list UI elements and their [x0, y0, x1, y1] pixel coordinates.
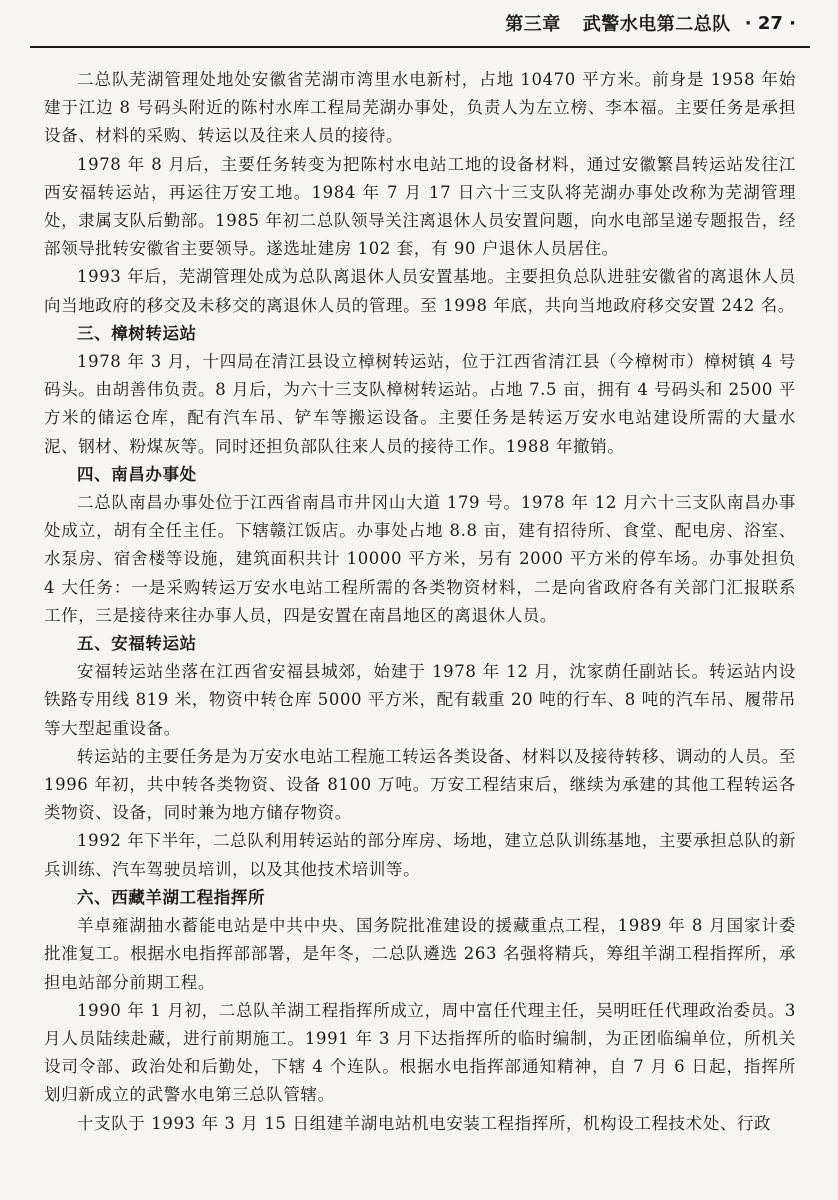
paragraph: 二总队芜湖管理处地处安徽省芜湖市湾里水电新村，占地 10470 平方米。前身是 1958 年始建于江边 8 号码头附近的陈村水库工程局芜湖办事处，负责人为左立榜、李本福。主要任务是承担设备、材料的采购、转运以及往来人员的接待。: [44, 70, 796, 146]
paragraph: 1993 年后，芜湖管理处成为总队离退休人员安置基地。主要担负总队进驻安徽省的离退休人员向当地政府的移交及未移交的离退休人员的管理。至 1998 年底，共向当地政府移交安置 242 名。: [44, 267, 796, 315]
paragraph: 安福转运站坐落在江西省安福县城郊，始建于 1978 年 12 月，沈家荫任副站长。转运站内设铁路专用线 819 米，物资中转仓库 5000 平方米，配有载重 20 吨的行车、8 吨的汽车吊、履带吊等大型起重设备。: [44, 662, 796, 738]
paragraph: 二总队南昌办事处位于江西省南昌市井冈山大道 179 号。1978 年 12 月六十三支队南昌办事处成立，胡有全任主任。下辖赣江饭店。办事处占地 8.8 亩，建有招待所、食堂、配电房、浴室、水泵房、宿舍楼等设施，建筑面积共计 10000 平方米，另有 2000 平方米的停车场。办事处担负 4 大任务：一是采购转运万安水电站工程所需的各类物资材料，二是向省政府各有关部门汇报联系工作，三是接待来往办事人员，四是安置在南昌地区的离退休人员。: [44, 493, 796, 625]
section-heading: 三、樟树转运站: [77, 323, 197, 343]
paragraph: 羊卓雍湖抽水蓄能电站是中共中央、国务院批准建设的援藏重点工程，1989 年 8 月国家计委批准复工。根据水电指挥部部署，是年冬，二总队遴选 263 名强将精兵，筹组羊湖工程指挥所，承担电站部分前期工程。: [44, 916, 796, 992]
section-heading: 六、西藏羊湖工程指挥所: [77, 887, 266, 907]
header-rule: [30, 46, 810, 48]
paragraph: 十支队于 1993 年 3 月 15 日组建羊湖电站机电安装工程指挥所，机构设工程技术处、行政: [77, 1113, 772, 1133]
page-body: [44, 66, 796, 1138]
page-number: · 27 ·: [744, 12, 796, 34]
section-heading: 四、南昌办事处: [77, 464, 197, 484]
section-heading: 五、安福转运站: [77, 634, 197, 654]
header-chapter: 第三章: [505, 14, 561, 35]
running-header: [0, 0, 838, 46]
paragraph: 1990 年 1 月初，二总队羊湖工程指挥所成立，周中富任代理主任，吴明旺任代理政治委员。3 月人员陆续赴藏，进行前期施工。1991 年 3 月下达指挥所的临时编制，为正团临编单位，所机关设司令部、政治处和后勤处，下辖 4 个连队。根据水电指挥部通知精神，自 7 月 6 日起，指挥所划归新成立的武警水电第三总队管辖。: [44, 1000, 796, 1105]
paragraph: 1978 年 8 月后，主要任务转变为把陈村水电站工地的设备材料，通过安徽繁昌转运站发往江西安福转运站，再运往万安工地。1984 年 7 月 17 日六十三支队将芜湖办事处改称为芜湖管理处，隶属支队后勤部。1985 年初二总队领导关注离退休人员安置问题，向水电部呈递专题报告，经部领导批转安徽省主要领导。遂选址建房 102 套，有 90 户退休人员居住。: [44, 154, 796, 259]
paragraph: 1992 年下半年，二总队利用转运站的部分库房、场地，建立总队训练基地，主要承担总队的新兵训练、汽车驾驶员培训，以及其他技术培训等。: [44, 831, 796, 879]
paragraph: 转运站的主要任务是为万安水电站工程施工转运各类设备、材料以及接待转移、调动的人员。至 1996 年初，共中转各类物资、设备 8100 万吨。万安工程结束后，继续为承建的其他工程转运各类物资、设备，同时兼为地方储存物资。: [44, 746, 796, 823]
header-unit: 武警水电第二总队: [582, 14, 731, 35]
paragraph: 1978 年 3 月，十四局在清江县设立樟树转运站，位于江西省清江县（今樟树市）樟树镇 4 号码头。由胡善伟负责。8 月后，为六十三支队樟树转运站。占地 7.5 亩，拥有 4 号码头和 2500 平方米的储运仓库，配有汽车吊、铲车等搬运设备。主要任务是转运万安水电站建设所需的大量水泥、钢材、粉煤灰等。同时还担负部队往来人员的接待工作。1988 年撤销。: [44, 352, 796, 456]
